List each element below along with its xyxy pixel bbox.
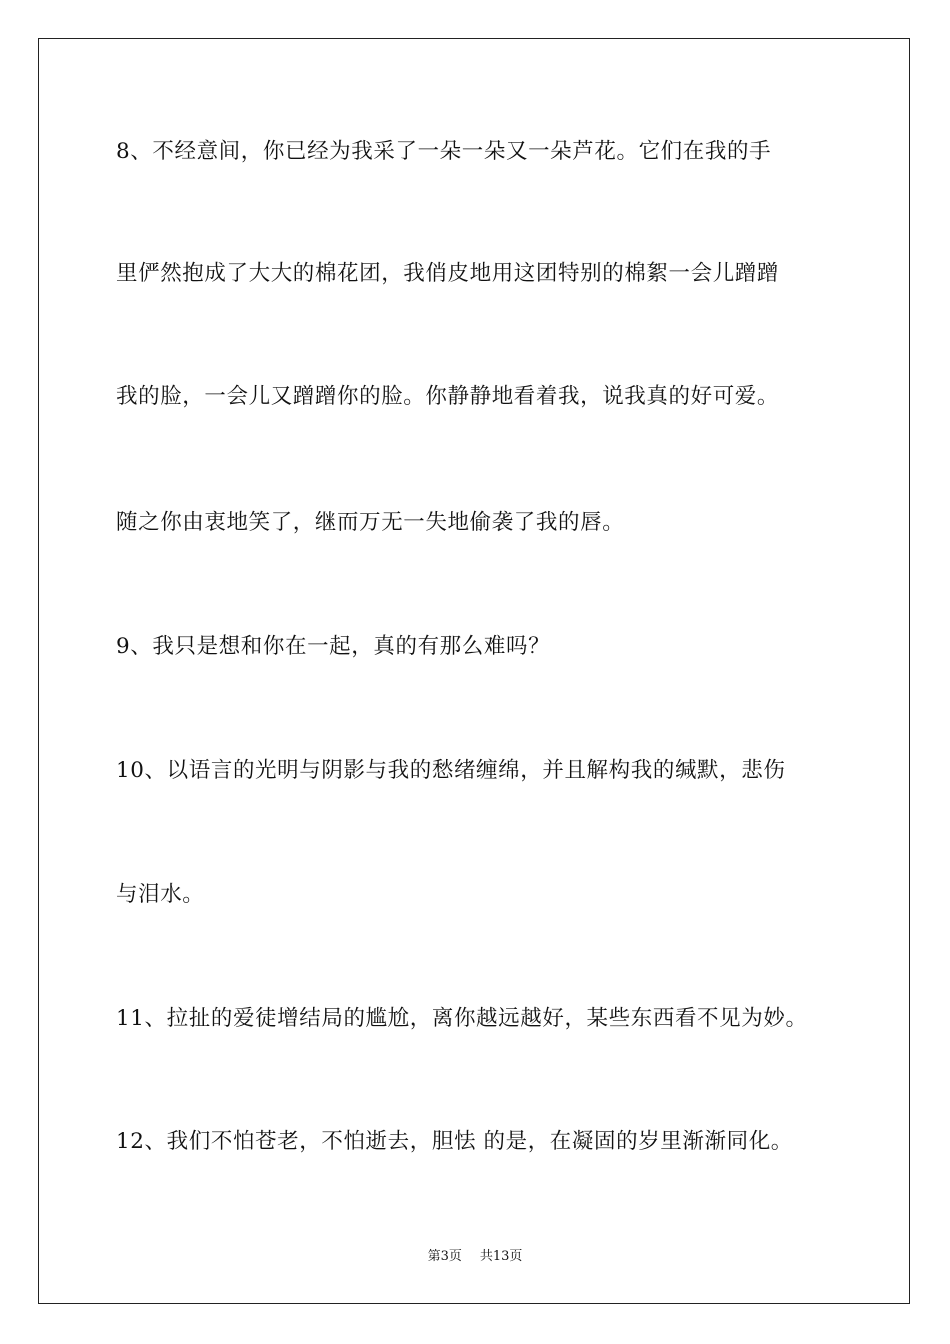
- text-line-3: 我的脸，一会儿又蹭蹭你的脸。你静静地看着我，说我真的好可爱。: [116, 384, 780, 409]
- text-line-2: 里俨然抱成了大大的棉花团，我俏皮地用这团特别的棉絮一会儿蹭蹭: [116, 261, 780, 286]
- page-border: [38, 38, 910, 1304]
- page-footer: [0, 1248, 950, 1266]
- text-line-7: 与泪水。: [116, 882, 205, 907]
- page-number: 第3页: [427, 1249, 462, 1264]
- text-line-5: 9、我只是想和你在一起，真的有那么难吗？: [116, 634, 551, 659]
- text-line-6: 10、以语言的光明与阴影与我的愁绪缠绵，并且解构我的缄默，悲伤: [116, 758, 786, 783]
- page-total: 共13页: [479, 1249, 523, 1264]
- text-line-4: 随之你由衷地笑了，继而万无一失地偷袭了我的唇。: [116, 510, 625, 535]
- text-line-9: 12、我们不怕苍老，不怕逝去，胆怯 的是，在凝固的岁里渐渐同化。: [116, 1129, 793, 1154]
- text-line-1: 8、不经意间，你已经为我采了一朵一朵又一朵芦花。它们在我的手: [116, 139, 772, 164]
- text-line-8: 11、拉扯的爱徒增结局的尴尬，离你越远越好，某些东西看不见为妙。: [116, 1006, 808, 1031]
